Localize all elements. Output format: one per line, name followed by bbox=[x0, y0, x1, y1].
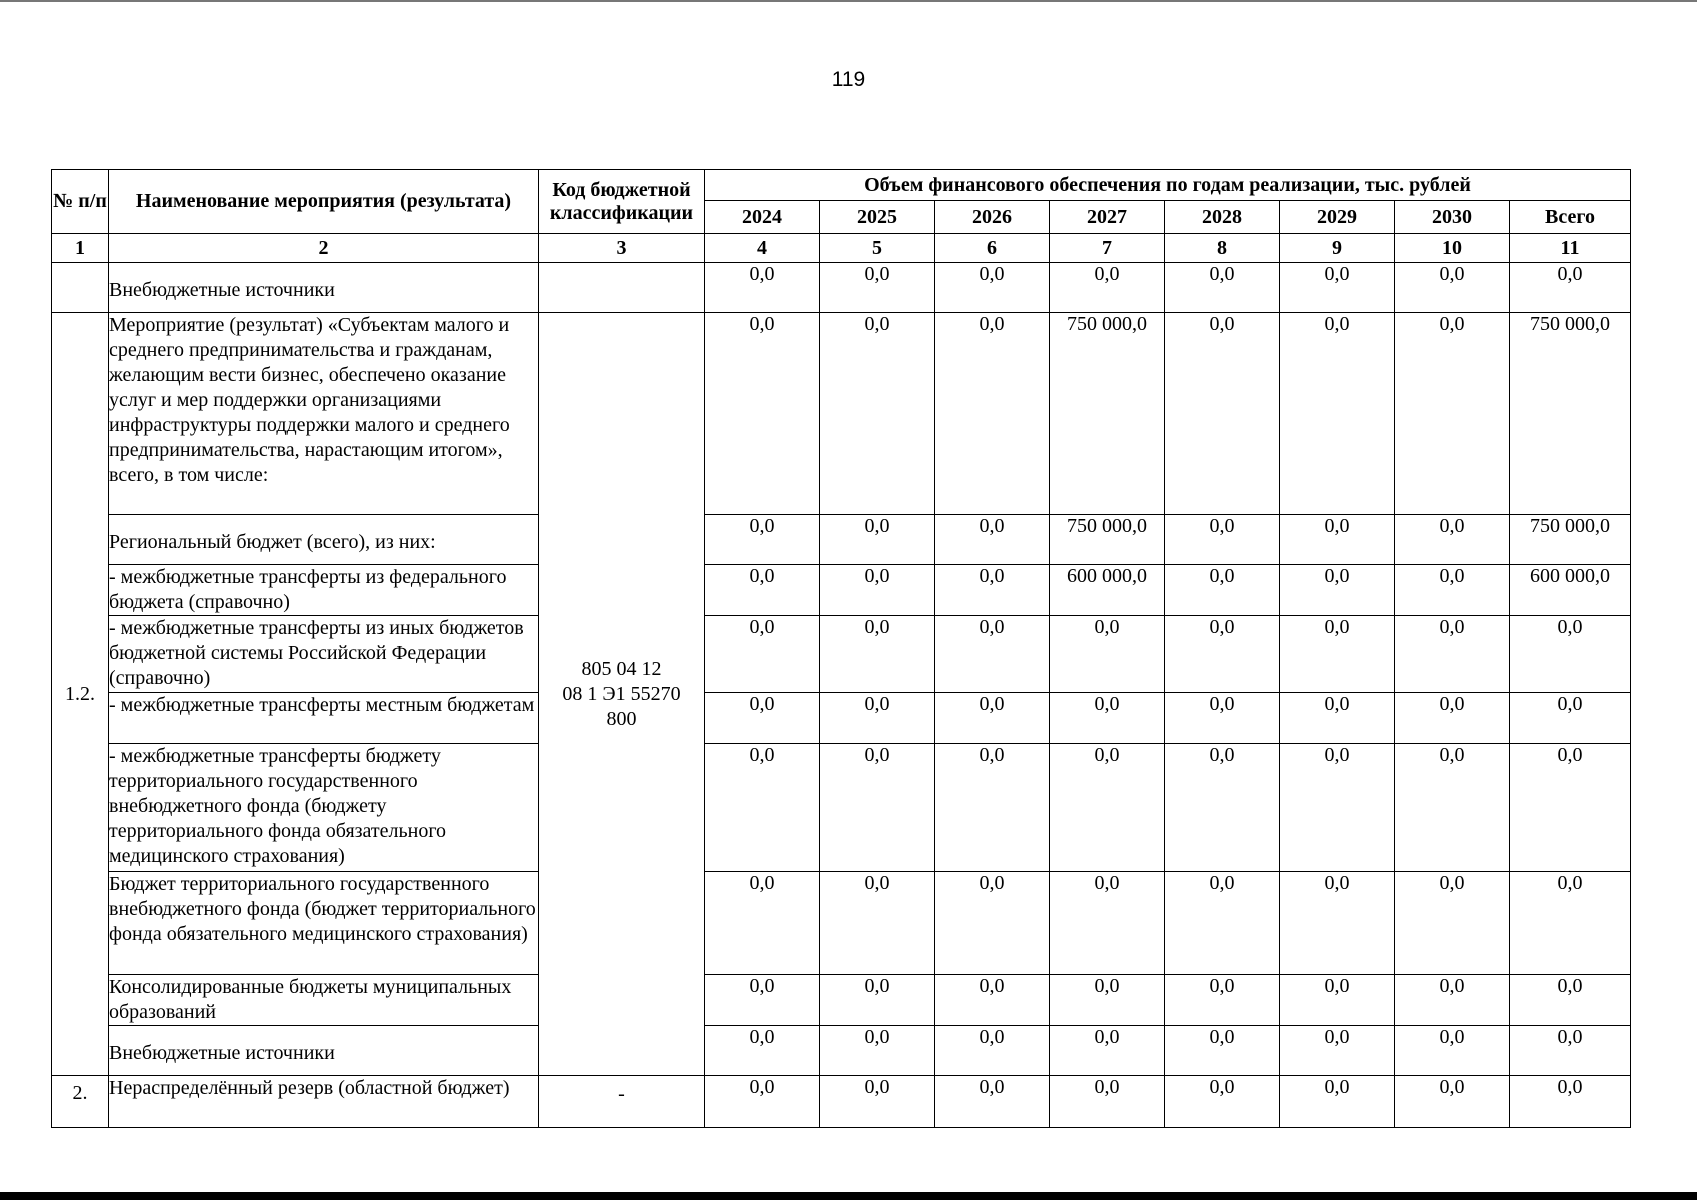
table-row bbox=[52, 565, 1631, 616]
value-cell: 0,0 bbox=[1165, 1076, 1280, 1128]
value-cell: 0,0 bbox=[705, 975, 820, 1026]
value-cell: 0,0 bbox=[1050, 1026, 1165, 1076]
value-cell: 750 000,0 bbox=[1050, 313, 1165, 515]
value-cell: 0,0 bbox=[1280, 616, 1395, 693]
value-cell: 0,0 bbox=[820, 872, 935, 975]
value-cell: 750 000,0 bbox=[1510, 313, 1631, 515]
header-total: Всего bbox=[1510, 201, 1631, 234]
row-name: Бюджет территориального государственного внебюджетного фонда (бюджет территориального фонда обязательного медицинского страхования) bbox=[109, 872, 539, 975]
value-cell: 0,0 bbox=[1280, 313, 1395, 515]
row-index: 2. bbox=[52, 1076, 109, 1128]
header-year: 2029 bbox=[1280, 201, 1395, 234]
value-cell: 0,0 bbox=[705, 313, 820, 515]
column-number: 3 bbox=[539, 234, 705, 263]
value-cell: 0,0 bbox=[705, 565, 820, 616]
row-name: Внебюджетные источники bbox=[109, 1026, 539, 1076]
column-number: 4 bbox=[705, 234, 820, 263]
table-row bbox=[52, 872, 1631, 975]
row-name: Мероприятие (результат) «Субъектам малого и среднего предпринимательства и гражданам, желающим вести бизнес, обеспечено оказание услуг и мер поддержки организациями инфраструктуры поддержки малого и среднего предпринимательства, нарастающим итогом», всего, в том числе: bbox=[109, 313, 539, 515]
row-name: Внебюджетные источники bbox=[109, 263, 539, 313]
value-cell: 0,0 bbox=[1510, 744, 1631, 872]
value-cell: 0,0 bbox=[820, 565, 935, 616]
row-index bbox=[52, 263, 109, 313]
table-row bbox=[52, 693, 1631, 744]
value-cell: 0,0 bbox=[1165, 616, 1280, 693]
column-number: 8 bbox=[1165, 234, 1280, 263]
value-cell: 0,0 bbox=[935, 1026, 1050, 1076]
row-name: - межбюджетные трансферты из федерального бюджета (справочно) bbox=[109, 565, 539, 616]
value-cell: 0,0 bbox=[705, 1076, 820, 1128]
scan-top-edge bbox=[0, 0, 1697, 2]
row-name: - межбюджетные трансферты из иных бюджетов бюджетной системы Российской Федерации (справочно) bbox=[109, 616, 539, 693]
value-cell: 0,0 bbox=[1280, 565, 1395, 616]
value-cell: 0,0 bbox=[1165, 263, 1280, 313]
column-number: 2 bbox=[109, 234, 539, 263]
value-cell: 0,0 bbox=[1280, 693, 1395, 744]
value-cell: 0,0 bbox=[1050, 263, 1165, 313]
value-cell: 0,0 bbox=[1165, 744, 1280, 872]
value-cell: 0,0 bbox=[1510, 616, 1631, 693]
table-row bbox=[52, 515, 1631, 565]
value-cell: 0,0 bbox=[935, 975, 1050, 1026]
value-cell: 0,0 bbox=[1395, 693, 1510, 744]
value-cell: 0,0 bbox=[1510, 263, 1631, 313]
value-cell: 0,0 bbox=[1280, 744, 1395, 872]
value-cell: 0,0 bbox=[1165, 565, 1280, 616]
value-cell: 0,0 bbox=[935, 744, 1050, 872]
value-cell: 600 000,0 bbox=[1050, 565, 1165, 616]
value-cell: 0,0 bbox=[820, 313, 935, 515]
table-row bbox=[52, 263, 1631, 313]
row-name: - межбюджетные трансферты бюджету территориального государственного внебюджетного фонда (бюджету территориального фонда обязательного медицинского страхования) bbox=[109, 744, 539, 872]
value-cell: 0,0 bbox=[1395, 1026, 1510, 1076]
value-cell: 0,0 bbox=[1280, 872, 1395, 975]
value-cell: 0,0 bbox=[1165, 693, 1280, 744]
value-cell: 0,0 bbox=[1050, 872, 1165, 975]
value-cell: 0,0 bbox=[820, 744, 935, 872]
value-cell: 750 000,0 bbox=[1510, 515, 1631, 565]
value-cell: 0,0 bbox=[935, 313, 1050, 515]
value-cell: 0,0 bbox=[1165, 872, 1280, 975]
header-year: 2026 bbox=[935, 201, 1050, 234]
header-year: 2030 bbox=[1395, 201, 1510, 234]
table-row bbox=[52, 975, 1631, 1026]
column-number: 6 bbox=[935, 234, 1050, 263]
header-year: 2024 bbox=[705, 201, 820, 234]
value-cell: 0,0 bbox=[1395, 616, 1510, 693]
value-cell: 0,0 bbox=[935, 693, 1050, 744]
value-cell: 0,0 bbox=[820, 616, 935, 693]
value-cell: 750 000,0 bbox=[1050, 515, 1165, 565]
header-year: 2028 bbox=[1165, 201, 1280, 234]
column-number: 11 bbox=[1510, 234, 1631, 263]
value-cell: 0,0 bbox=[820, 263, 935, 313]
value-cell: 0,0 bbox=[1280, 1076, 1395, 1128]
funding-table bbox=[51, 169, 1631, 1128]
column-number: 10 bbox=[1395, 234, 1510, 263]
value-cell: 0,0 bbox=[705, 616, 820, 693]
value-cell: 0,0 bbox=[705, 263, 820, 313]
value-cell: 0,0 bbox=[1510, 1026, 1631, 1076]
value-cell: 0,0 bbox=[1395, 975, 1510, 1026]
value-cell: 0,0 bbox=[1165, 1026, 1280, 1076]
value-cell: 0,0 bbox=[1510, 1076, 1631, 1128]
header-code: Код бюджетной классификации bbox=[539, 170, 705, 234]
header-year: 2025 bbox=[820, 201, 935, 234]
value-cell: 0,0 bbox=[1395, 1076, 1510, 1128]
value-cell: 0,0 bbox=[1165, 975, 1280, 1026]
value-cell: 0,0 bbox=[935, 565, 1050, 616]
row-name: Региональный бюджет (всего), из них: bbox=[109, 515, 539, 565]
value-cell: 0,0 bbox=[705, 1026, 820, 1076]
row-code bbox=[539, 263, 705, 313]
header-year: 2027 bbox=[1050, 201, 1165, 234]
code-line: 08 1 Э1 55270 bbox=[562, 682, 681, 705]
code-line: 800 bbox=[606, 707, 637, 730]
table-row bbox=[52, 1026, 1631, 1076]
row-code: - bbox=[539, 1076, 705, 1128]
value-cell: 0,0 bbox=[705, 693, 820, 744]
value-cell: 0,0 bbox=[705, 744, 820, 872]
value-cell: 0,0 bbox=[705, 515, 820, 565]
value-cell: 0,0 bbox=[820, 515, 935, 565]
value-cell: 0,0 bbox=[1050, 975, 1165, 1026]
value-cell: 0,0 bbox=[1050, 693, 1165, 744]
row-name: Нераспределённый резерв (областной бюджет) bbox=[109, 1076, 539, 1128]
column-number: 1 bbox=[52, 234, 109, 263]
value-cell: 0,0 bbox=[1510, 975, 1631, 1026]
value-cell: 0,0 bbox=[1395, 744, 1510, 872]
value-cell: 0,0 bbox=[1165, 313, 1280, 515]
value-cell: 0,0 bbox=[1165, 515, 1280, 565]
row-code bbox=[539, 313, 705, 1076]
value-cell: 0,0 bbox=[1280, 1026, 1395, 1076]
value-cell: 0,0 bbox=[935, 515, 1050, 565]
value-cell: 0,0 bbox=[1050, 616, 1165, 693]
value-cell: 0,0 bbox=[820, 975, 935, 1026]
value-cell: 0,0 bbox=[1280, 975, 1395, 1026]
value-cell: 0,0 bbox=[1395, 515, 1510, 565]
value-cell: 0,0 bbox=[1050, 1076, 1165, 1128]
table-row bbox=[52, 1076, 1631, 1128]
header-name: Наименование мероприятия (результата) bbox=[109, 170, 539, 234]
page-number: 119 bbox=[831, 68, 866, 91]
value-cell: 0,0 bbox=[1280, 263, 1395, 313]
value-cell: 0,0 bbox=[935, 1076, 1050, 1128]
value-cell: 0,0 bbox=[820, 1026, 935, 1076]
value-cell: 600 000,0 bbox=[1510, 565, 1631, 616]
header-funding: Объем финансового обеспечения по годам реализации, тыс. рублей bbox=[705, 170, 1631, 201]
value-cell: 0,0 bbox=[705, 872, 820, 975]
column-number: 5 bbox=[820, 234, 935, 263]
column-number: 7 bbox=[1050, 234, 1165, 263]
table-row bbox=[52, 744, 1631, 872]
scan-bottom-edge bbox=[0, 1192, 1697, 1200]
value-cell: 0,0 bbox=[820, 1076, 935, 1128]
header-num: № п/п bbox=[52, 170, 109, 234]
value-cell: 0,0 bbox=[1395, 263, 1510, 313]
value-cell: 0,0 bbox=[1395, 313, 1510, 515]
row-name: Консолидированные бюджеты муниципальных образований bbox=[109, 975, 539, 1026]
code-line: 805 04 12 bbox=[581, 657, 662, 680]
value-cell: 0,0 bbox=[1510, 693, 1631, 744]
value-cell: 0,0 bbox=[935, 263, 1050, 313]
table-row bbox=[52, 616, 1631, 693]
value-cell: 0,0 bbox=[935, 872, 1050, 975]
value-cell: 0,0 bbox=[935, 616, 1050, 693]
value-cell: 0,0 bbox=[1395, 565, 1510, 616]
table-row bbox=[52, 313, 1631, 515]
value-cell: 0,0 bbox=[1395, 872, 1510, 975]
value-cell: 0,0 bbox=[1510, 872, 1631, 975]
column-number: 9 bbox=[1280, 234, 1395, 263]
row-index: 1.2. bbox=[52, 313, 109, 1076]
row-name: - межбюджетные трансферты местным бюджетам bbox=[109, 693, 539, 744]
value-cell: 0,0 bbox=[1280, 515, 1395, 565]
value-cell: 0,0 bbox=[820, 693, 935, 744]
value-cell: 0,0 bbox=[1050, 744, 1165, 872]
